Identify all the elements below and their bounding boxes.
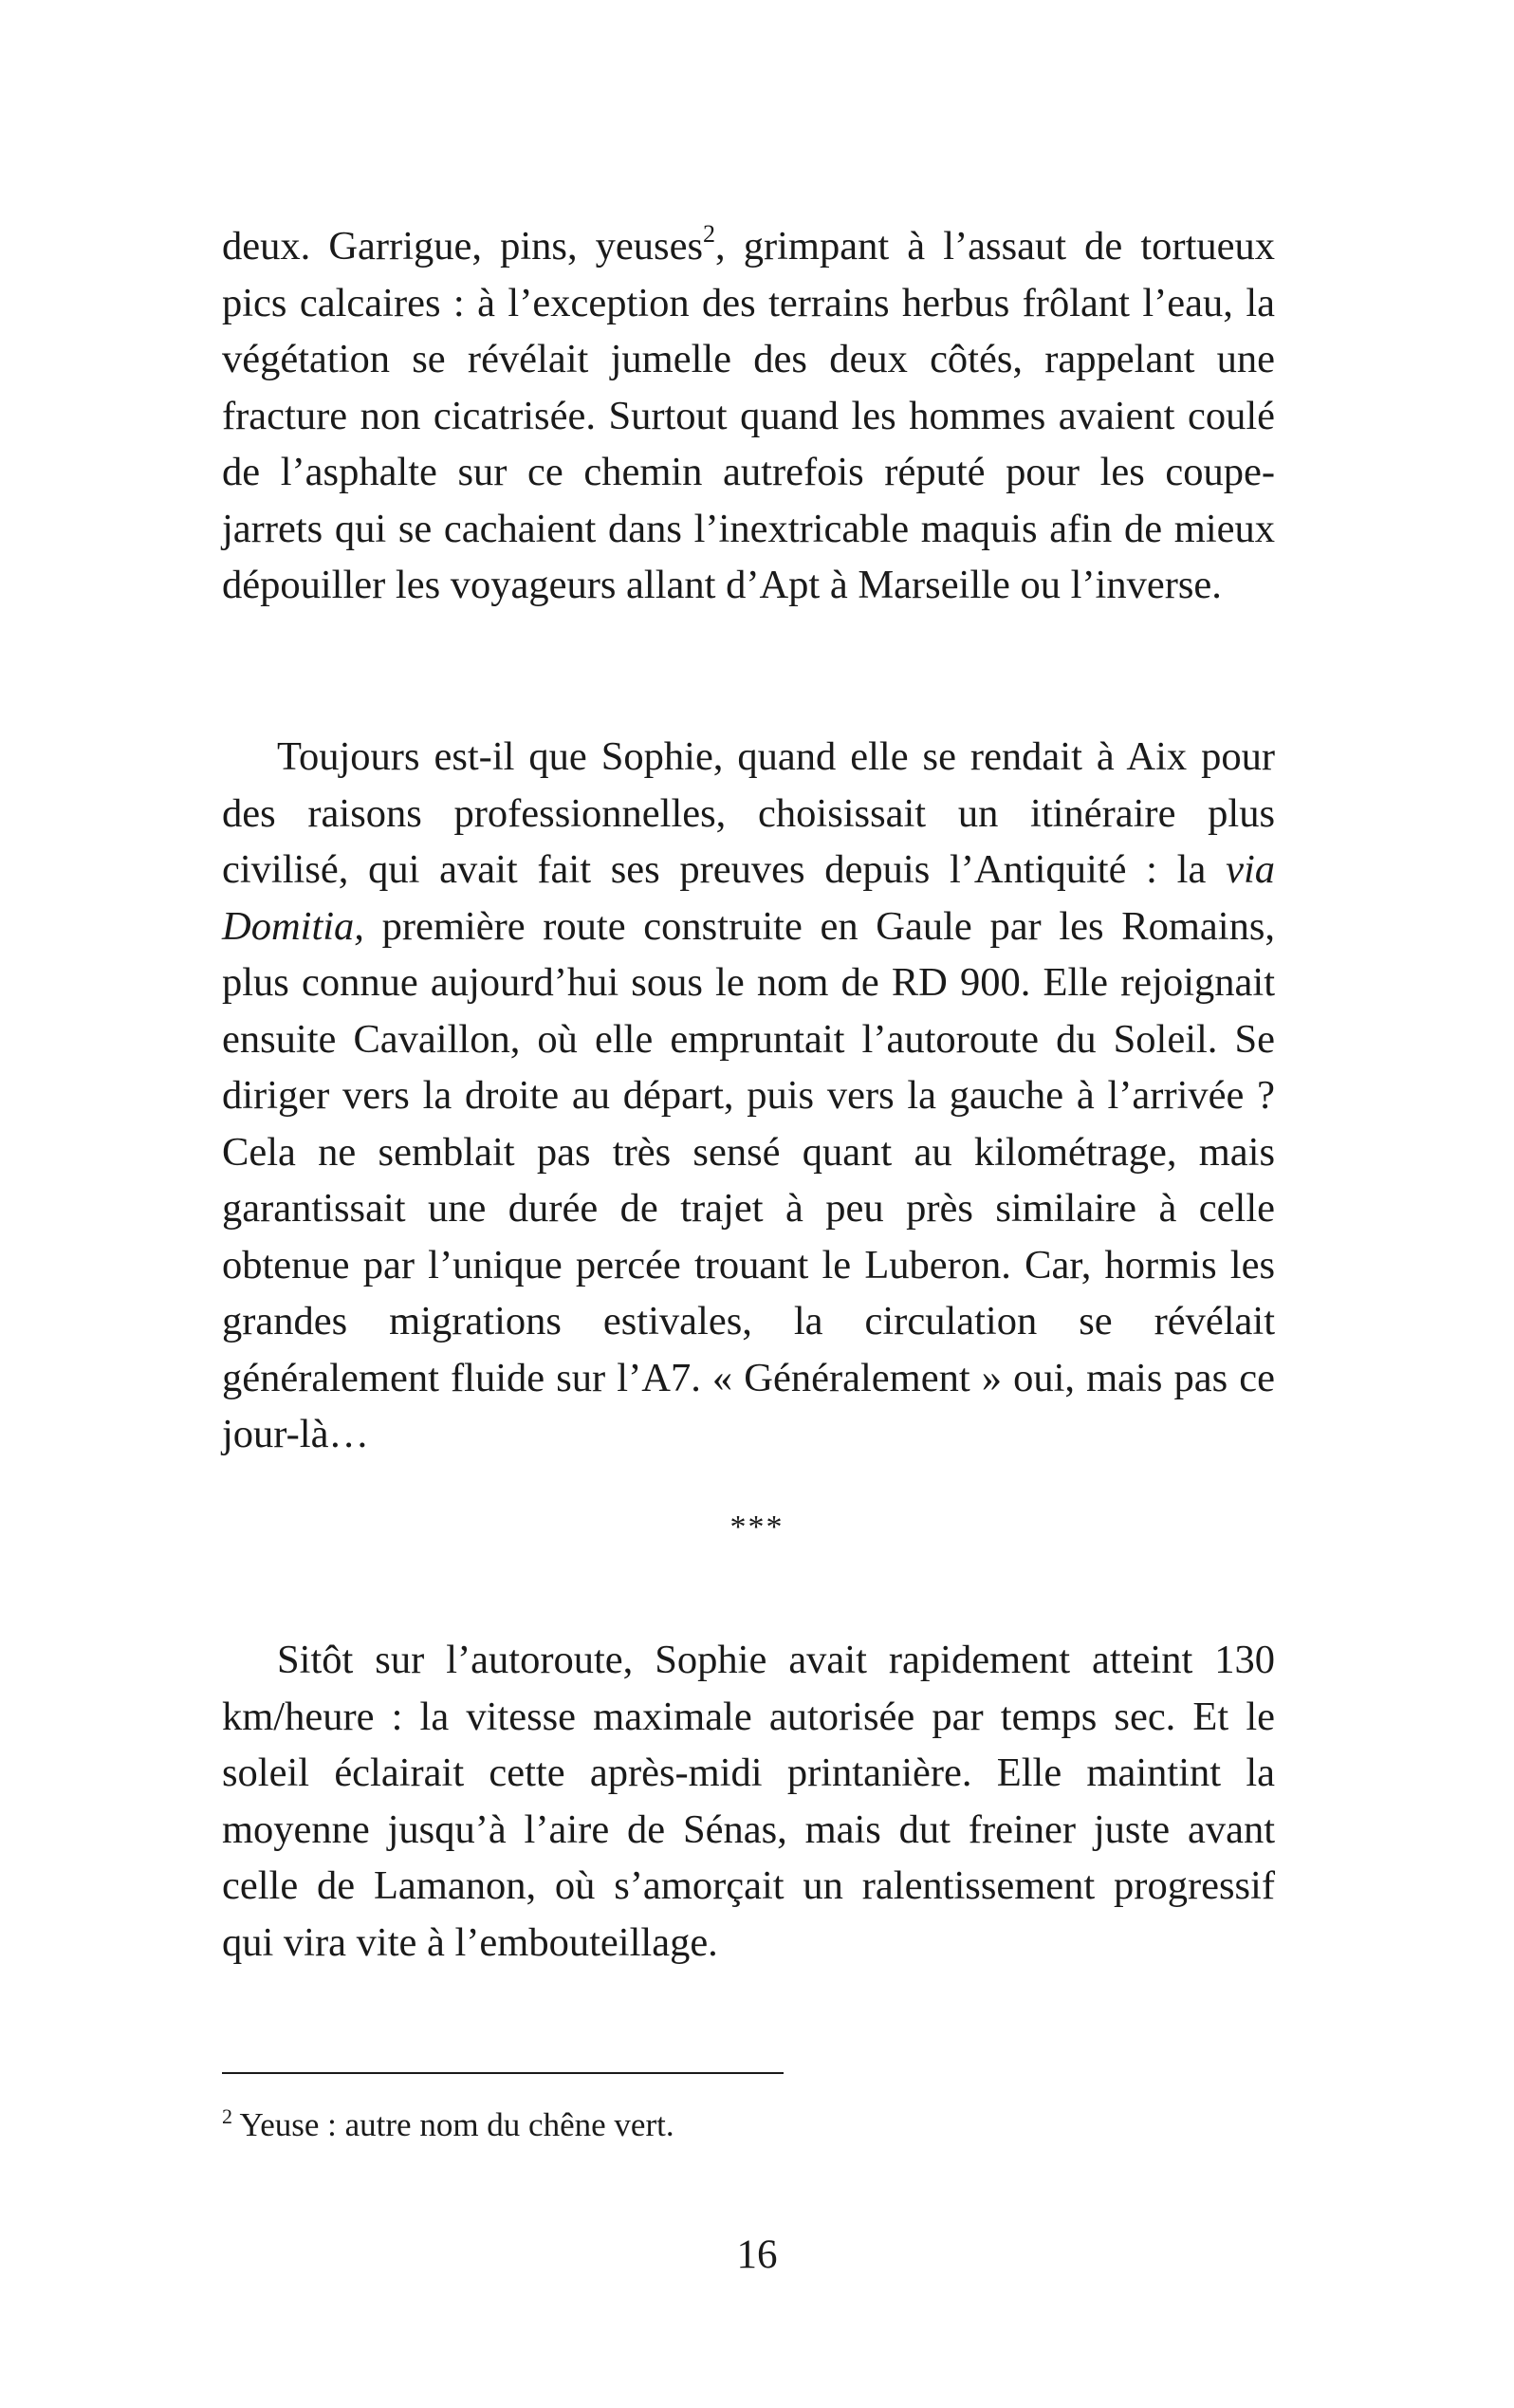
section-separator: *** (729, 1510, 785, 1545)
paragraph-1-text-end: , grimpant à l’assaut de tortueux pics calcaires : à l’exception des terrains herbus frôlant l’eau, la végétation se révélait jumelle des deux côtés, rappelant une fracture non cicatrisée. Surtout quand les hommes avaient coulé de l’asphalte sur ce chemin autrefois réputé pour les coupe-jarrets qui se cachaient dans l’inextricable maquis afin de mieux dépouiller les voyageurs allant d’Apt à Marseille ou l’inverse. (222, 224, 1275, 607)
footnote-divider (222, 2072, 784, 2074)
paragraph-1-text-start: deux. Garrigue, pins, yeuses (222, 224, 703, 269)
footnote (222, 2104, 674, 2146)
paragraph-2-text-start: Toujours est-il que Sophie, quand elle se rendait à Aix pour des raisons professionnelles, choisissait un itinéraire plus civilisé, qui avait fait ses preuves depuis l’Antiquité : la (222, 734, 1275, 892)
footnote-reference[interactable]: 2 (702, 220, 715, 248)
paragraph-2-text-end: première route construite en Gaule par les Romains, plus connue aujourd’hui sous le nom de RD 900. Elle rejoignait ensuite Cavaillon, où elle empruntait l’autoroute du Soleil. Se diriger vers la droite au départ, puis vers la gauche à l’arrivée ? Cela ne semblait pas très sensé quant au kilométrage, mais garantissait une durée de trajet à peu près similaire à celle obtenue par l’unique percée trouant le Luberon. Car, hormis les grandes migrations estivales, la circulation se révélait généralement fluide sur l’A7. « Généralement » oui, mais pas ce jour-là… (222, 903, 1275, 1456)
paragraph-3-text: Sitôt sur l’autoroute, Sophie avait rapidement atteint 130 km/heure : la vitesse maximale autorisée par temps sec. Et le soleil éclairait cette après-midi printanière. Elle maintint la moyenne jusqu’à l’aire de Sénas, mais dut freiner juste avant celle de Lamanon, où s’amorçait un ralentissement progressif qui vira vite à l’embouteillage. (222, 1638, 1275, 1965)
paragraph-1 (222, 218, 1275, 614)
paragraph-2 (222, 729, 1275, 1463)
footnote-text: Yeuse : autre nom du chêne vert. (232, 2106, 674, 2143)
paragraph-3 (222, 1632, 1275, 1971)
paragraph-2-italic-phrase: via Domitia, (222, 847, 1275, 949)
page-number: 16 (736, 2232, 778, 2277)
footnote-number: 2 (222, 2104, 232, 2128)
